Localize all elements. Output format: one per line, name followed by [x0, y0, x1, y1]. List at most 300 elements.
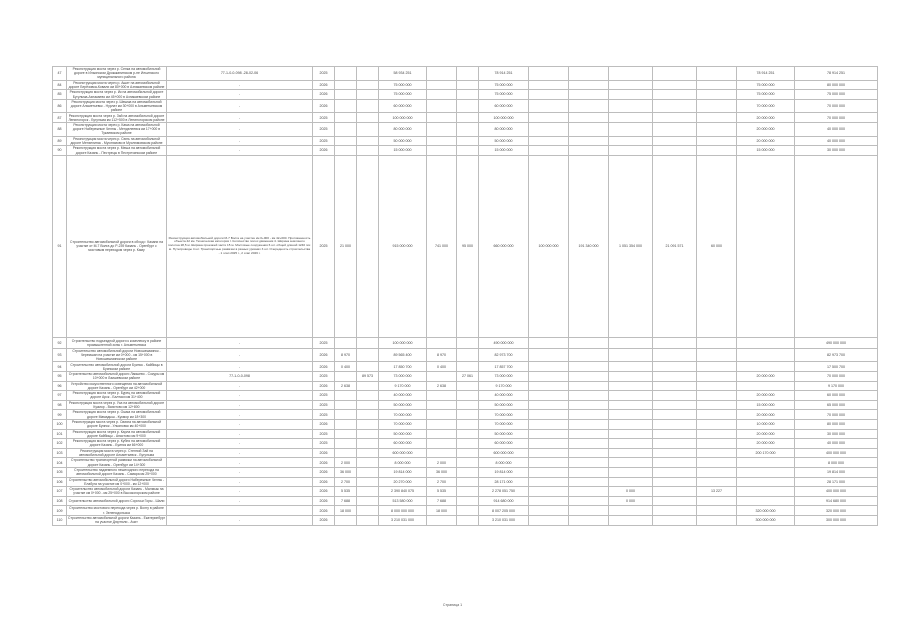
code-cell — [167, 506, 313, 516]
value-cell-k: 13 227 — [697, 487, 737, 497]
value-cell-b — [357, 155, 379, 337]
code-cell: - — [167, 113, 313, 123]
value-cell-g — [529, 400, 569, 410]
object-name-cell: Реконструкция моста через р. Уса на автомобильной дороге Кукмор - Вахитово км 12+800 — [67, 400, 167, 410]
value-cell-h — [569, 458, 609, 468]
value-cell-a — [335, 80, 357, 90]
value-cell-m: 320 000 000 — [795, 506, 878, 516]
value-cell-j — [653, 90, 697, 100]
value-cell-a — [335, 337, 357, 348]
value-cell-j — [653, 337, 697, 348]
table-row — [53, 136, 878, 146]
value-cell-h — [569, 80, 609, 90]
value-cell-e — [457, 506, 479, 516]
value-cell-d: 36 000 — [427, 467, 457, 477]
row-number-cell: 106 — [53, 477, 67, 487]
value-cell-m: 70 000 000 — [795, 410, 878, 420]
value-cell-j — [653, 429, 697, 439]
value-cell-l: 20 000 000 — [737, 391, 795, 401]
value-cell-d — [427, 80, 457, 90]
value-cell-k — [697, 400, 737, 410]
value-cell-e — [457, 362, 479, 372]
value-cell-c: 80 000 000 — [379, 123, 427, 137]
value-cell-e — [457, 448, 479, 458]
value-cell-m: 30 000 000 — [795, 146, 878, 156]
value-cell-k — [697, 337, 737, 348]
object-name-cell: Строительство автомобильной дороги в обход г. Казани на участке от М-7 Волга до Р-239 Казань - Оренбург с мостовым переходом через р. Каму — [67, 155, 167, 337]
value-cell-h — [569, 372, 609, 382]
value-cell-k — [697, 429, 737, 439]
value-cell-a — [335, 429, 357, 439]
row-number-cell: 92 — [53, 337, 67, 348]
year-cell: 2025 — [313, 391, 335, 401]
value-cell-a: 2 638 — [335, 381, 357, 391]
value-cell-f: 8 007 205 000 — [479, 506, 529, 516]
object-name-cell: Строительство подъездной дороги к комплексу в районе промышленной зоны г. Альметьевска — [67, 337, 167, 348]
value-cell-c: 9 170 000 — [379, 381, 427, 391]
code-cell: - — [167, 80, 313, 90]
value-cell-e — [457, 410, 479, 420]
value-cell-i — [609, 372, 653, 382]
value-cell-b — [357, 80, 379, 90]
value-cell-i — [609, 477, 653, 487]
value-cell-h — [569, 362, 609, 372]
value-cell-k — [697, 67, 737, 81]
value-cell-g — [529, 372, 569, 382]
value-cell-f: 75 000 000 — [479, 90, 529, 100]
table-row — [53, 90, 878, 100]
year-cell: 2026 — [313, 80, 335, 90]
object-name-cell: Реконструкция моста через р. Шешма на автомобильной дороге Альметьевск - Нурлат км 30+000 в Альметьевском районе — [67, 99, 167, 113]
year-cell: 2026 — [313, 467, 335, 477]
object-name-cell: Реконструкция моста через р. Сюнь на автомобильной дороге Мензелинск - Муслюмово в Муслюмовском районе — [67, 136, 167, 146]
code-cell: - — [167, 136, 313, 146]
value-cell-g — [529, 429, 569, 439]
value-cell-h — [569, 400, 609, 410]
code-cell: - — [167, 496, 313, 506]
value-cell-a — [335, 410, 357, 420]
value-cell-i — [609, 90, 653, 100]
object-name-cell: Реконструкция моста через р. Кубня на автомобильной дороге Казань - Буинск км 66+000 — [67, 439, 167, 449]
code-cell: - — [167, 99, 313, 113]
value-cell-c: 50 000 000 — [379, 400, 427, 410]
row-number-cell: 89 — [53, 136, 67, 146]
value-cell-c: 50 000 000 — [379, 429, 427, 439]
year-cell: 2026 — [313, 146, 335, 156]
value-cell-j — [653, 419, 697, 429]
value-cell-j — [653, 410, 697, 420]
value-cell-e — [457, 99, 479, 113]
object-name-cell: Реконструкция моста через р. Карла на автомобильной дороге Кайбицы - Апастово км 9+000 — [67, 429, 167, 439]
value-cell-h — [569, 410, 609, 420]
value-cell-h — [569, 429, 609, 439]
value-cell-h — [569, 419, 609, 429]
value-cell-m: 40 000 000 — [795, 439, 878, 449]
value-cell-i — [609, 67, 653, 81]
value-cell-h — [569, 113, 609, 123]
value-cell-g — [529, 136, 569, 146]
year-cell: 2026 — [313, 477, 335, 487]
value-cell-g — [529, 487, 569, 497]
table-row — [53, 419, 878, 429]
row-number-cell: 110 — [53, 515, 67, 525]
value-cell-j — [653, 391, 697, 401]
value-cell-d: 2 638 — [427, 381, 457, 391]
value-cell-a — [335, 419, 357, 429]
value-cell-k — [697, 362, 737, 372]
value-cell-b — [357, 496, 379, 506]
value-cell-m — [795, 155, 878, 337]
value-cell-g — [529, 410, 569, 420]
value-cell-d — [427, 410, 457, 420]
table-row — [53, 429, 878, 439]
row-number-cell: 93 — [53, 348, 67, 362]
value-cell-f: 600 000 000 — [479, 448, 529, 458]
row-number-cell: 107 — [53, 487, 67, 497]
value-cell-g — [529, 80, 569, 90]
value-cell-c: 17 850 700 — [379, 362, 427, 372]
code-cell: - — [167, 123, 313, 137]
year-cell: 2025 — [313, 337, 335, 348]
object-name-cell: Реконструкция моста через р. Бурец на автомобильной дороге Арск - Балтаси км 31+400 — [67, 391, 167, 401]
code-cell: - — [167, 439, 313, 449]
value-cell-h — [569, 477, 609, 487]
value-cell-b — [357, 448, 379, 458]
value-cell-d: 2 700 — [427, 477, 457, 487]
table-row — [53, 458, 878, 468]
table-row — [53, 337, 878, 348]
value-cell-l: 320 000 000 — [737, 506, 795, 516]
value-cell-e — [457, 419, 479, 429]
value-cell-i: 1 051 354 000 — [609, 155, 653, 337]
value-cell-f: 15 000 000 — [479, 146, 529, 156]
value-cell-d: 741 000 — [427, 155, 457, 337]
value-cell-g — [529, 448, 569, 458]
value-cell-i: 0 000 — [609, 496, 653, 506]
value-cell-a — [335, 515, 357, 525]
value-cell-b — [357, 90, 379, 100]
value-cell-d: 18 000 — [427, 506, 457, 516]
value-cell-f: 82 973 700 — [479, 348, 529, 362]
budget-table-page — [52, 66, 877, 526]
value-cell-m: 30 000 000 — [795, 429, 878, 439]
value-cell-l: 20 000 000 — [737, 113, 795, 123]
value-cell-j — [653, 136, 697, 146]
object-name-cell: Реконструкция моста через р. Меша на автомобильной дороге Казань - Пестрецы в Пестречинском районе — [67, 146, 167, 156]
value-cell-e — [457, 67, 479, 81]
year-cell: 2026 — [313, 90, 335, 100]
value-cell-k — [697, 458, 737, 468]
value-cell-k — [697, 99, 737, 113]
value-cell-c: 60 000 000 — [379, 439, 427, 449]
code-cell: - — [167, 487, 313, 497]
object-name-cell: Строительство автомобильной дороги Сорочьи Горы - Шали — [67, 496, 167, 506]
value-cell-c: 73 000 000 — [379, 372, 427, 382]
value-cell-i — [609, 391, 653, 401]
value-cell-l: 20 000 000 — [737, 410, 795, 420]
value-cell-l: 78 914 251 — [737, 67, 795, 81]
value-cell-m: 70 000 000 — [795, 113, 878, 123]
year-cell: 2026 — [313, 458, 335, 468]
row-number-cell: 99 — [53, 410, 67, 420]
row-number-cell: 86 — [53, 99, 67, 113]
value-cell-c: 8 000 000 — [379, 458, 427, 468]
value-cell-b — [357, 136, 379, 146]
code-cell: - — [167, 391, 313, 401]
value-cell-j — [653, 67, 697, 81]
value-cell-k — [697, 90, 737, 100]
value-cell-l — [737, 496, 795, 506]
code-cell: - — [167, 419, 313, 429]
value-cell-c: 19 814 000 — [379, 467, 427, 477]
value-cell-j — [653, 448, 697, 458]
value-cell-a — [335, 136, 357, 146]
value-cell-b — [357, 113, 379, 123]
value-cell-g — [529, 337, 569, 348]
value-cell-e — [457, 496, 479, 506]
value-cell-f: 60 000 000 — [479, 439, 529, 449]
value-cell-e — [457, 515, 479, 525]
value-cell-d — [427, 146, 457, 156]
value-cell-j — [653, 458, 697, 468]
value-cell-a: 2 000 — [335, 458, 357, 468]
value-cell-f: 50 000 000 — [479, 429, 529, 439]
value-cell-h — [569, 381, 609, 391]
value-cell-e: 95 000 — [457, 155, 479, 337]
value-cell-l: 20 000 000 — [737, 123, 795, 137]
value-cell-l: 300 000 000 — [737, 515, 795, 525]
value-cell-d — [427, 90, 457, 100]
value-cell-g — [529, 381, 569, 391]
page-number: Страница 1 — [442, 603, 463, 607]
value-cell-e — [457, 391, 479, 401]
value-cell-m: 80 000 000 — [795, 80, 878, 90]
object-name-cell: Устройство искусственного освещения на автомобильной дороге Казань - Оренбург км 42+000 — [67, 381, 167, 391]
value-cell-a — [335, 448, 357, 458]
value-cell-a: 21 000 — [335, 155, 357, 337]
year-cell: 2026 — [313, 487, 335, 497]
value-cell-i — [609, 80, 653, 90]
value-cell-a: 18 000 — [335, 506, 357, 516]
value-cell-a — [335, 67, 357, 81]
code-cell: 77-1-0-0-098 -28-02-06 — [167, 67, 313, 81]
value-cell-b — [357, 477, 379, 487]
value-cell-d — [427, 400, 457, 410]
value-cell-e — [457, 123, 479, 137]
value-cell-d — [427, 515, 457, 525]
value-cell-e — [457, 113, 479, 123]
value-cell-a — [335, 90, 357, 100]
value-cell-i — [609, 467, 653, 477]
value-cell-g — [529, 467, 569, 477]
table-row — [53, 467, 878, 477]
value-cell-c: 100 000 000 — [379, 113, 427, 123]
value-cell-i — [609, 410, 653, 420]
value-cell-d — [427, 372, 457, 382]
value-cell-d — [427, 123, 457, 137]
value-cell-f: 660 000 000 — [479, 155, 529, 337]
object-name-cell: Строительство автомобильной дороги Казань - Малмыж на участке км 0+000 - км 25+000 в Высокогорском районе — [67, 487, 167, 497]
object-name-cell: Строительство автомобильной дороги Буинск - Кайбицы в Буинском районе — [67, 362, 167, 372]
object-name-cell: Строительство автомобильной дороги Казань - Екатеринбург на участке Дюртюли - Ачит — [68, 516, 165, 525]
value-cell-f: 70 000 000 — [479, 410, 529, 420]
value-cell-f: 50 000 000 — [479, 136, 529, 146]
value-cell-c: 40 000 000 — [379, 391, 427, 401]
value-cell-l — [737, 487, 795, 497]
year-cell: 2026 — [313, 362, 335, 372]
value-cell-a — [335, 123, 357, 137]
year-cell: 2025 — [313, 136, 335, 146]
value-cell-b — [357, 506, 379, 516]
value-cell-g — [529, 113, 569, 123]
year-cell: 2026 — [313, 506, 335, 516]
value-cell-b — [357, 146, 379, 156]
value-cell-m: 9 170 000 — [795, 381, 878, 391]
value-cell-j — [653, 477, 697, 487]
object-name-cell: Строительство надземного пешеходного перехода на автомобильной дороге Казань - Самара км 25+000 — [67, 467, 167, 477]
row-number-cell: 95 — [53, 372, 67, 382]
value-cell-g — [529, 123, 569, 137]
value-cell-b — [357, 487, 379, 497]
value-cell-e — [457, 136, 479, 146]
value-cell-b — [357, 429, 379, 439]
value-cell-a: 8 970 — [335, 348, 357, 362]
value-cell-i — [609, 419, 653, 429]
code-cell: - — [167, 477, 313, 487]
year-cell: 2025 — [313, 113, 335, 123]
value-cell-h — [569, 99, 609, 113]
value-cell-g — [529, 362, 569, 372]
value-cell-m: 17 500 700 — [795, 362, 878, 372]
value-cell-i — [609, 429, 653, 439]
year-cell: 2025 — [313, 429, 335, 439]
value-cell-m: 28 171 000 — [795, 477, 878, 487]
object-name-cell: Реконструкция моста через р. Степной Зай на автомобильной дороге Альметьевск - Бугульма — [67, 448, 167, 458]
value-cell-b — [357, 439, 379, 449]
value-cell-h — [569, 487, 609, 497]
value-cell-f: 73 000 000 — [479, 372, 529, 382]
value-cell-l — [737, 477, 795, 487]
value-cell-d: 8 970 — [427, 348, 457, 362]
value-cell-h — [569, 448, 609, 458]
table-row — [53, 515, 878, 525]
value-cell-i — [609, 448, 653, 458]
value-cell-a — [335, 146, 357, 156]
value-cell-h — [569, 391, 609, 401]
code-cell: - — [167, 362, 313, 372]
row-number-cell: 103 — [53, 448, 67, 458]
value-cell-f: 2 278 051 750 — [479, 487, 529, 497]
row-number-cell: 88 — [53, 123, 67, 137]
value-cell-k — [697, 496, 737, 506]
value-cell-h — [569, 337, 609, 348]
value-cell-g — [529, 146, 569, 156]
value-cell-k — [697, 448, 737, 458]
value-cell-b — [357, 99, 379, 113]
value-cell-d — [427, 419, 457, 429]
value-cell-f: 100 000 000 — [479, 113, 529, 123]
value-cell-f: 914 680 000 — [479, 496, 529, 506]
value-cell-k — [697, 410, 737, 420]
value-cell-j — [653, 487, 697, 497]
code-cell: - — [167, 337, 313, 348]
value-cell-k: 60 000 — [697, 155, 737, 337]
value-cell-m: 78 914 251 — [795, 67, 878, 81]
value-cell-j — [653, 348, 697, 362]
table-row — [53, 80, 878, 90]
value-cell-k — [697, 419, 737, 429]
value-cell-d — [427, 113, 457, 123]
value-cell-b — [357, 362, 379, 372]
value-cell-m: 40 000 000 — [795, 136, 878, 146]
row-number-cell: 105 — [53, 467, 67, 477]
value-cell-b — [357, 123, 379, 137]
value-cell-i — [609, 458, 653, 468]
table-row — [53, 362, 878, 372]
value-cell-e — [457, 80, 479, 90]
object-name-cell: Реконструкция моста через р. Ашит на автомобильной дороге Берёзовка-Ковали км 80+000 в Азнакаевском районе — [67, 80, 167, 90]
value-cell-m: 300 000 000 — [795, 515, 878, 525]
value-cell-f: 40 000 000 — [479, 391, 529, 401]
value-cell-j — [653, 80, 697, 90]
value-cell-d — [427, 136, 457, 146]
value-cell-f: 8 000 000 — [479, 458, 529, 468]
value-cell-h — [569, 123, 609, 137]
value-cell-c: 3 210 031 000 — [379, 515, 427, 525]
value-cell-g — [529, 99, 569, 113]
table-row — [53, 506, 878, 516]
value-cell-e — [457, 477, 479, 487]
value-cell-g — [529, 515, 569, 525]
code-cell: - — [167, 348, 313, 362]
value-cell-d — [427, 99, 457, 113]
table-row — [53, 113, 878, 123]
value-cell-k — [697, 146, 737, 156]
value-cell-h: 191 340 000 — [569, 155, 609, 337]
value-cell-j — [653, 372, 697, 382]
code-cell: 77-1-0-0-098 — [167, 372, 313, 382]
value-cell-m: 65 000 000 — [795, 400, 878, 410]
value-cell-c: 50 000 000 — [379, 136, 427, 146]
value-cell-g — [529, 506, 569, 516]
year-cell: 2026 — [313, 419, 335, 429]
value-cell-e — [457, 337, 479, 348]
value-cell-f: 78 914 251 — [479, 67, 529, 81]
value-cell-l: 70 000 000 — [737, 99, 795, 113]
value-cell-l: 15 000 000 — [737, 146, 795, 156]
value-cell-j — [653, 381, 697, 391]
value-cell-g — [529, 477, 569, 487]
table-row — [53, 372, 878, 382]
value-cell-l: 20 000 000 — [737, 372, 795, 382]
value-cell-k — [697, 381, 737, 391]
value-cell-j — [653, 439, 697, 449]
value-cell-i — [609, 400, 653, 410]
value-cell-d: 2 000 — [427, 458, 457, 468]
value-cell-e — [457, 381, 479, 391]
table-row — [53, 67, 878, 81]
table-row — [53, 400, 878, 410]
value-cell-b — [357, 515, 379, 525]
value-cell-a — [335, 391, 357, 401]
value-cell-j — [653, 146, 697, 156]
object-name-cell: Реконструкция моста через р. Свияга на автомобильной дороге Буинск - Ульяновск км 40+000 — [67, 419, 167, 429]
year-cell: 2025 — [313, 372, 335, 382]
value-cell-a — [335, 439, 357, 449]
table-row — [53, 410, 878, 420]
row-number-cell: 85 — [53, 90, 67, 100]
value-cell-d — [427, 337, 457, 348]
